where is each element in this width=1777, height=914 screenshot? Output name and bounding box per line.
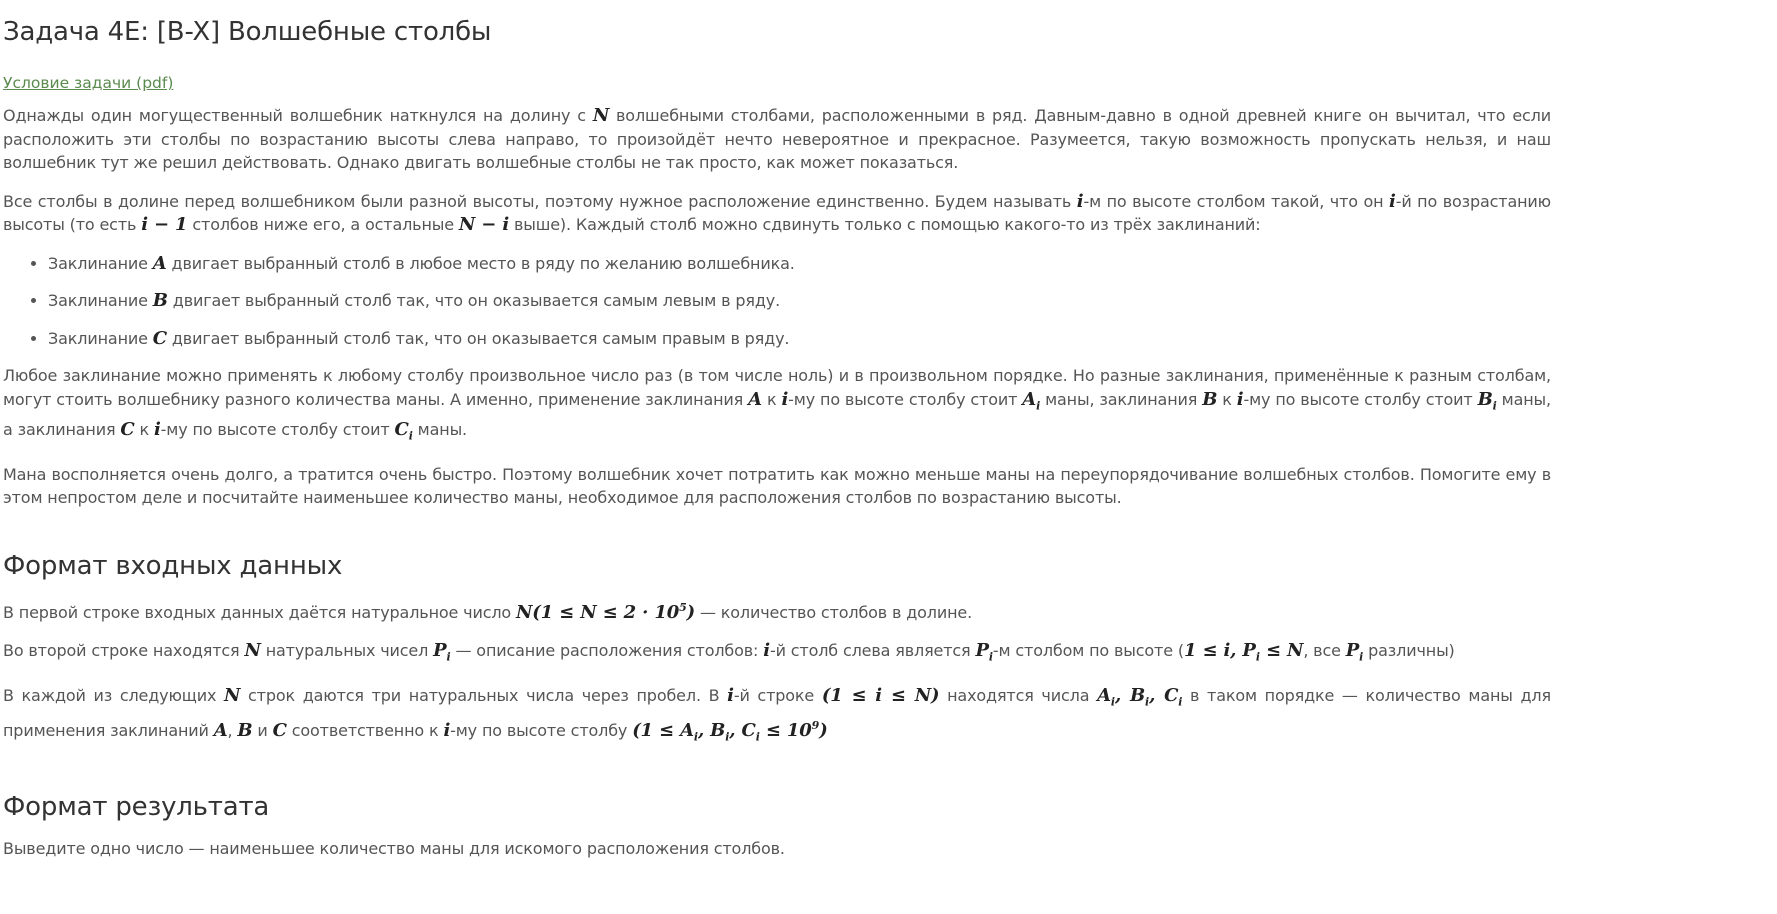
text: -му по высоте столбу стоит bbox=[160, 419, 395, 439]
text: В первой строке входных данных даётся натуральное число bbox=[3, 602, 516, 622]
math-base: A bbox=[1022, 388, 1037, 410]
math-subscript: i bbox=[1255, 650, 1260, 664]
math-var: A bbox=[213, 720, 228, 742]
list-item bbox=[48, 327, 1551, 351]
math-part: N(1 ≤ N ≤ 2 · 10 bbox=[516, 601, 680, 623]
text: строк даются три натуральных числа через пробел. В bbox=[240, 686, 728, 706]
math-subscript: i bbox=[1036, 399, 1041, 413]
math-subscript: i bbox=[1178, 695, 1183, 709]
math-subscript: i bbox=[446, 650, 451, 664]
math-var: N bbox=[224, 685, 241, 707]
math-subscript: i bbox=[1145, 695, 1150, 709]
text: находятся числа bbox=[939, 686, 1098, 706]
text: -й по возрастанию высоты (то есть bbox=[3, 191, 1552, 234]
math-var bbox=[1022, 388, 1041, 413]
math-var: i bbox=[1236, 388, 1244, 410]
math-var: i bbox=[443, 720, 451, 742]
math-superscript: 9 bbox=[811, 719, 820, 733]
math-var: C bbox=[152, 327, 167, 349]
math-subscript: i bbox=[725, 730, 730, 744]
math-part: , B bbox=[1114, 685, 1146, 707]
statement-paragraph-1 bbox=[3, 104, 1551, 175]
math-expr bbox=[1097, 685, 1183, 709]
math-var: A bbox=[152, 252, 167, 274]
math-base: P bbox=[975, 640, 989, 662]
math-base: P bbox=[1345, 640, 1360, 662]
page-title: Задача 4E: [B-X] Волшебные столбы bbox=[3, 17, 492, 47]
math-superscript: 5 bbox=[679, 600, 687, 614]
math-base: B bbox=[1477, 388, 1493, 410]
list-item bbox=[48, 289, 1551, 313]
math-part: ) bbox=[819, 720, 828, 742]
text: маны, заклинания bbox=[1040, 389, 1203, 409]
math-part: , C bbox=[729, 720, 756, 742]
math-expr: (1 ≤ i ≤ N) bbox=[821, 685, 940, 707]
math-var: i bbox=[153, 418, 161, 440]
list-item bbox=[48, 252, 1551, 276]
text: к bbox=[761, 389, 782, 409]
text: -м столбом по высоте ( bbox=[992, 641, 1184, 661]
text: натуральных чисел bbox=[260, 641, 434, 661]
text: , bbox=[227, 721, 238, 741]
math-expr bbox=[516, 602, 695, 623]
math-part: (1 ≤ A bbox=[632, 720, 694, 742]
text: -му по высоте столбу bbox=[450, 721, 633, 741]
input-format-heading: Формат входных данных bbox=[3, 550, 343, 581]
text: -му по высоте столбу стоит bbox=[788, 389, 1023, 409]
text: Все столбы в долине перед волшебником были разной высоты, поэтому нужное расположение единственно. Будем называть bbox=[3, 191, 1077, 211]
math-expr: N − i bbox=[458, 214, 510, 235]
text: Заклинание bbox=[48, 328, 153, 348]
math-subscript: i bbox=[1492, 399, 1497, 413]
text: в таком порядке — количество маны для применения заклинаний bbox=[3, 686, 1551, 741]
math-var: N bbox=[244, 640, 261, 662]
text: волшебными столбами, расположенными в ряд. Давным-давно в одной древней книге он вычитал, что если расположить эти столбы по возрастанию высоты слева направо, то произойдёт нечто невероятное и прекрасное. Разумеется, такую возможность пропускать нельзя, и наш волшебник тут же решил действовать. Однако двигать волшебные столбы не так просто, как может показаться. bbox=[3, 106, 1551, 172]
math-part: ≤ N bbox=[1259, 640, 1304, 662]
math-var: B bbox=[152, 290, 168, 311]
text: маны. bbox=[412, 419, 467, 439]
text: Заклинание bbox=[48, 291, 153, 310]
text: — описание расположения столбов: bbox=[450, 641, 764, 661]
math-subscript: i bbox=[1110, 695, 1115, 709]
text: к bbox=[134, 419, 154, 439]
math-var bbox=[433, 640, 451, 664]
pdf-statement-link[interactable]: Условие задачи (pdf) bbox=[3, 74, 174, 92]
math-var: N bbox=[592, 105, 610, 126]
text: -м по высоте столбом такой, что он bbox=[1083, 191, 1390, 211]
spells-list bbox=[3, 252, 1551, 351]
math-subscript: i bbox=[755, 730, 760, 744]
text: к bbox=[1217, 389, 1237, 409]
input-format-line-3 bbox=[3, 684, 1551, 749]
math-expr bbox=[1183, 640, 1304, 664]
math-subscript: i bbox=[408, 429, 413, 443]
text: -й строке bbox=[733, 686, 822, 706]
output-format-text: Выведите одно число — наименьшее количество маны для искомого расположения столбов. bbox=[3, 839, 785, 859]
math-var: B bbox=[1202, 388, 1218, 410]
math-part: ≤ 10 bbox=[759, 720, 812, 742]
text: В каждой из следующих bbox=[3, 686, 224, 706]
math-var bbox=[1345, 640, 1364, 664]
text: Во второй строке находятся bbox=[3, 641, 245, 661]
math-subscript: i bbox=[988, 650, 993, 664]
math-base: C bbox=[394, 418, 409, 440]
math-var bbox=[394, 418, 413, 443]
text: столбов ниже его, а остальные bbox=[187, 215, 459, 234]
math-part: 1 ≤ i, P bbox=[1183, 640, 1256, 662]
statement-paragraph-2 bbox=[3, 190, 1551, 237]
input-format-line-1 bbox=[3, 596, 1551, 625]
math-var: C bbox=[120, 418, 135, 440]
text: -й столб слева является bbox=[769, 641, 976, 661]
math-base: P bbox=[433, 640, 447, 662]
math-var: B bbox=[237, 720, 253, 742]
text: двигает выбранный столб так, что он оказывается самым правым в ряду. bbox=[166, 328, 790, 348]
math-part: ) bbox=[686, 601, 696, 623]
math-var: A bbox=[748, 388, 762, 410]
math-part: A bbox=[1097, 685, 1111, 707]
text: Любое заклинание можно применять к любому столбу произвольное число раз (в том числе ноль) и в произвольном порядке. Но разные заклинания, применённые к разным столбам, могут стоить волшебнику разного количества маны. А именно, применение заклинания bbox=[3, 366, 1551, 409]
output-format-heading: Формат результата bbox=[3, 792, 270, 823]
math-var bbox=[975, 640, 993, 664]
math-var: i bbox=[763, 640, 770, 662]
math-var: C bbox=[272, 720, 287, 742]
statement-paragraph-4: Мана восполняется очень долго, а тратится очень быстро. Поэтому волшебник хочет потратить как можно меньше маны на переупорядочивание волшебных столбов. Помогите ему в этом непростом деле и посчитайте наименьшее количество маны, необходимое для расположения столбов по возрастанию высоты. bbox=[3, 464, 1551, 508]
math-subscript: i bbox=[693, 730, 698, 744]
text: — количество столбов в долине. bbox=[695, 602, 973, 622]
text: двигает выбранный столб так, что он оказывается самым левым в ряду. bbox=[167, 291, 781, 310]
math-var: i bbox=[1389, 190, 1396, 212]
text: Однажды один могущественный волшебник наткнулся на долину с bbox=[3, 106, 593, 125]
math-subscript: i bbox=[1359, 650, 1364, 664]
input-format-line-2 bbox=[3, 639, 1551, 669]
text: Заклинание bbox=[48, 253, 153, 273]
text: маны, а заклинания bbox=[3, 389, 1551, 439]
text: и bbox=[252, 721, 273, 741]
problem-content bbox=[3, 14, 1551, 861]
statement-paragraph-3 bbox=[3, 364, 1551, 448]
math-var: i bbox=[781, 388, 789, 410]
math-part: , B bbox=[697, 720, 726, 742]
text: двигает выбранный столб в любое место в ряду по желанию волшебника. bbox=[166, 253, 795, 273]
text: выше). Каждый столб можно сдвинуть только с помощью какого-то из трёх заклинаний: bbox=[509, 215, 1261, 234]
math-expr bbox=[632, 719, 828, 744]
math-part: , C bbox=[1149, 685, 1179, 707]
text: соответственно к bbox=[286, 721, 444, 741]
text: различны) bbox=[1363, 641, 1455, 661]
text: -му по высоте столбу стоит bbox=[1243, 389, 1478, 409]
math-var: i bbox=[727, 685, 734, 707]
math-var bbox=[1477, 388, 1497, 413]
math-expr: i − 1 bbox=[141, 214, 188, 235]
text: , все bbox=[1303, 641, 1346, 661]
math-var: i bbox=[1076, 190, 1084, 212]
